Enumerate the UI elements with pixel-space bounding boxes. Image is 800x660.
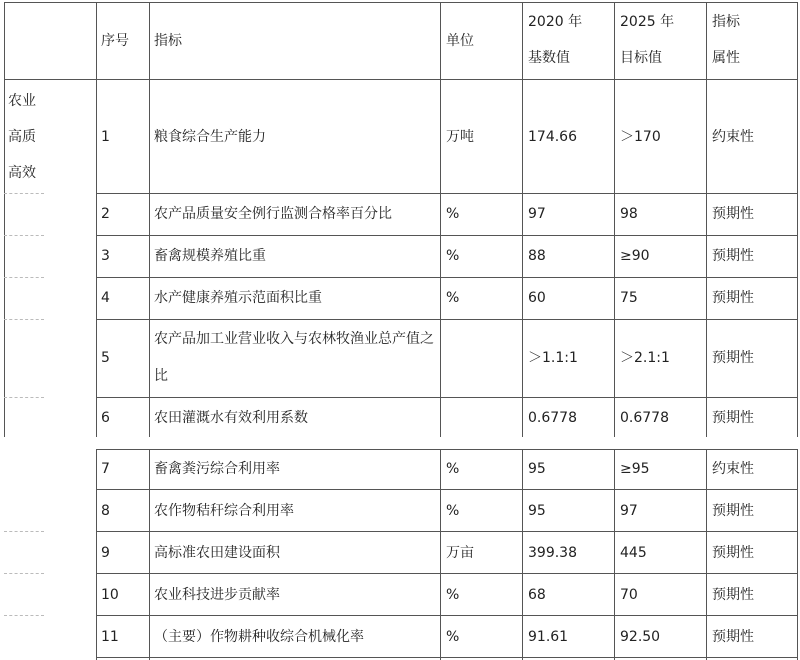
row-attr: 约束性	[712, 129, 754, 145]
row-border-2	[96, 235, 798, 236]
row-indicator: 高标准农田建设面积	[154, 545, 280, 561]
row-attr: 预期性	[712, 290, 754, 306]
row-target: 92.50	[620, 629, 661, 645]
col-border-attr	[706, 2, 707, 660]
category-divider	[4, 615, 44, 616]
row-indicator: 农田灌溉水有效利用系数	[154, 410, 308, 426]
category-divider	[4, 277, 44, 278]
row-target: 0.6778	[620, 410, 669, 426]
row-seq: 3	[101, 248, 110, 264]
row-base: 91.61	[528, 629, 569, 645]
row-indicator: 比	[154, 368, 168, 384]
row-border-9	[96, 573, 798, 574]
row-seq: 1	[101, 129, 110, 145]
row-border-1	[96, 193, 798, 194]
row-seq: 6	[101, 410, 110, 426]
col-border-seq	[96, 2, 97, 660]
row-target: 97	[620, 503, 638, 519]
row-target: ≥90	[620, 248, 650, 264]
row-attr: 预期性	[712, 587, 754, 603]
row-base: 68	[528, 587, 546, 603]
row-seq: 2	[101, 206, 110, 222]
row-unit: 万吨	[446, 129, 474, 145]
row-unit: %	[446, 503, 460, 519]
col-border-target	[614, 2, 615, 660]
header-base-label: 基数值	[528, 50, 570, 66]
header-target-year: 2025 年	[620, 14, 675, 30]
row-unit: %	[446, 461, 460, 477]
header-attr: 属性	[712, 50, 740, 66]
row-target: 98	[620, 206, 638, 222]
row-target: ＞170	[620, 129, 661, 145]
row-border-4	[96, 319, 798, 320]
row-unit: %	[446, 248, 460, 264]
row-seq: 5	[101, 350, 110, 366]
header-indicator: 指标	[154, 33, 182, 49]
row-base: ＞1.1:1	[528, 350, 578, 366]
row-seq: 10	[101, 587, 119, 603]
row-seq: 8	[101, 503, 110, 519]
row-unit: %	[446, 629, 460, 645]
header-attr: 指标	[712, 14, 740, 30]
col-border-right	[797, 2, 798, 660]
col-border-base	[522, 2, 523, 660]
header-seq: 序号	[101, 33, 129, 49]
row-attr: 预期性	[712, 503, 754, 519]
row-base: 97	[528, 206, 546, 222]
row-border-3	[96, 277, 798, 278]
row-border-11	[96, 657, 798, 658]
row-border-10	[96, 615, 798, 616]
category-label: 高效	[8, 165, 36, 181]
row-base: 0.6778	[528, 410, 577, 426]
row-unit: %	[446, 206, 460, 222]
row-unit: %	[446, 290, 460, 306]
row-base: 95	[528, 503, 546, 519]
row-indicator: 农产品加工业营业收入与农林牧渔业总产值之	[154, 331, 434, 347]
category-divider	[4, 397, 44, 398]
row-attr: 约束性	[712, 461, 754, 477]
row-target: ＞2.1:1	[620, 350, 670, 366]
row-seq: 4	[101, 290, 110, 306]
row-indicator: 粮食综合生产能力	[154, 129, 266, 145]
header-base-year: 2020 年	[528, 14, 583, 30]
row-base: 174.66	[528, 129, 577, 145]
row-indicator: 畜禽粪污综合利用率	[154, 461, 280, 477]
row-seq: 11	[101, 629, 119, 645]
row-indicator: （主要）作物耕种收综合机械化率	[154, 629, 364, 645]
category-label: 农业	[8, 93, 36, 109]
col-border-indicator	[149, 2, 150, 660]
row-border-8	[96, 531, 798, 532]
row-unit: %	[446, 587, 460, 603]
header-unit: 单位	[446, 33, 474, 49]
row-base: 88	[528, 248, 546, 264]
row-seq: 7	[101, 461, 110, 477]
category-divider	[4, 235, 44, 236]
row-attr: 预期性	[712, 545, 754, 561]
col-border-unit	[440, 2, 441, 660]
row-border-7	[96, 489, 798, 490]
row-indicator: 农作物秸秆综合利用率	[154, 503, 294, 519]
row-indicator: 农产品质量安全例行监测合格率百分比	[154, 206, 392, 222]
row-attr: 预期性	[712, 350, 754, 366]
row-target: ≥95	[620, 461, 650, 477]
row-border-top	[4, 2, 798, 3]
row-indicator: 畜禽规模养殖比重	[154, 248, 266, 264]
row-indicator: 农业科技进步贡献率	[154, 587, 280, 603]
row-attr: 预期性	[712, 629, 754, 645]
row-border-5	[96, 397, 798, 398]
header-target-label: 目标值	[620, 50, 662, 66]
row-target: 70	[620, 587, 638, 603]
row-attr: 预期性	[712, 206, 754, 222]
row-target: 75	[620, 290, 638, 306]
row-base: 399.38	[528, 545, 577, 561]
row-border-7-top	[96, 449, 798, 450]
row-unit: 万亩	[446, 545, 474, 561]
row-base: 95	[528, 461, 546, 477]
category-divider	[4, 573, 44, 574]
category-divider	[4, 531, 44, 532]
row-base: 60	[528, 290, 546, 306]
row-attr: 预期性	[712, 248, 754, 264]
row-indicator: 水产健康养殖示范面积比重	[154, 290, 322, 306]
category-label: 高质	[8, 129, 36, 145]
col-border-left	[4, 2, 5, 439]
category-divider	[4, 193, 44, 194]
row-seq: 9	[101, 545, 110, 561]
category-divider	[4, 319, 44, 320]
row-border-header	[4, 79, 798, 80]
page-break-gap	[0, 437, 800, 449]
row-attr: 预期性	[712, 410, 754, 426]
row-target: 445	[620, 545, 647, 561]
